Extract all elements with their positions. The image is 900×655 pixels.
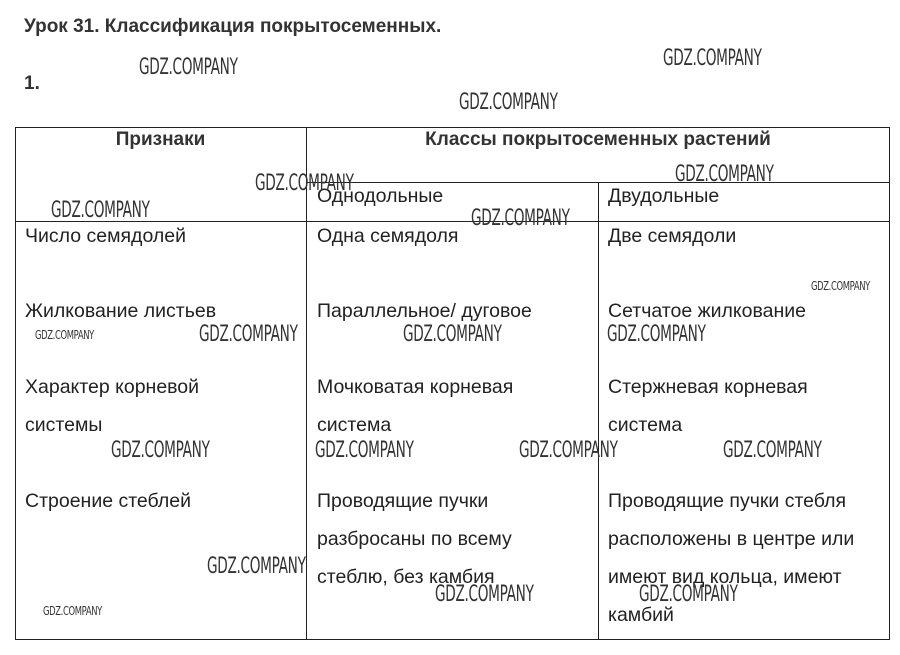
watermark: GDZ.COMPANY (403, 322, 502, 347)
column-divider-2 (598, 182, 599, 640)
table-border-right (889, 127, 890, 640)
watermark: GDZ.COMPANY (35, 328, 94, 342)
row-2-monocots: Параллельное/ дуговое (317, 300, 532, 322)
watermark: GDZ.COMPANY (139, 55, 238, 80)
watermark: GDZ.COMPANY (199, 322, 298, 347)
header-classes: Классы покрытосеменных растений (425, 129, 771, 150)
row-2-dicots: Сетчатое жилкование (608, 300, 807, 322)
watermark: GDZ.COMPANY (51, 198, 150, 223)
row-3-monocots: Мочковатая корневая система (317, 376, 514, 436)
row-1-dicots: Две семядоли (608, 225, 737, 247)
watermark: GDZ.COMPANY (315, 438, 414, 463)
header-features: Признаки (115, 129, 206, 150)
watermark: GDZ.COMPANY (675, 162, 774, 187)
table-border-top (15, 127, 890, 128)
watermark: GDZ.COMPANY (111, 438, 210, 463)
watermark: GDZ.COMPANY (607, 322, 706, 347)
watermark: GDZ.COMPANY (519, 438, 618, 463)
watermark: GDZ.COMPANY (435, 582, 534, 607)
watermark: GDZ.COMPANY (639, 582, 738, 607)
watermark: GDZ.COMPANY (255, 171, 354, 196)
task-number: 1. (24, 73, 40, 94)
watermark: GDZ.COMPANY (459, 90, 558, 115)
row-4-monocots: Проводящие пучки разбросаны по всему стеблю, без камбия (317, 490, 512, 588)
row-3-feature: Характер корневой системы (25, 376, 200, 436)
header-monocots: Однодольные (317, 185, 444, 207)
column-divider-1 (306, 127, 307, 640)
header-dicots: Двудольные (608, 185, 720, 207)
table-border-left (15, 127, 16, 640)
table-border-bottom (15, 639, 890, 640)
row-1-monocots: Одна семядоля (317, 225, 459, 247)
watermark: GDZ.COMPANY (663, 46, 762, 71)
watermark: GDZ.COMPANY (811, 279, 870, 293)
watermark: GDZ.COMPANY (207, 554, 306, 579)
lesson-title: Урок 31. Классификация покрытосеменных. (24, 16, 442, 37)
watermark: GDZ.COMPANY (43, 604, 102, 618)
watermark: GDZ.COMPANY (471, 206, 570, 231)
row-4-dicots: Проводящие пучки стебля расположены в центре или имеют вид кольца, имеют камбий (608, 490, 855, 626)
row-3-dicots: Стержневая корневая система (608, 376, 808, 436)
row-2-feature: Жилкование листьев (25, 300, 217, 322)
watermark: GDZ.COMPANY (723, 438, 822, 463)
row-4-feature: Строение стеблей (25, 490, 191, 512)
row-1-feature: Число семядолей (25, 225, 186, 247)
